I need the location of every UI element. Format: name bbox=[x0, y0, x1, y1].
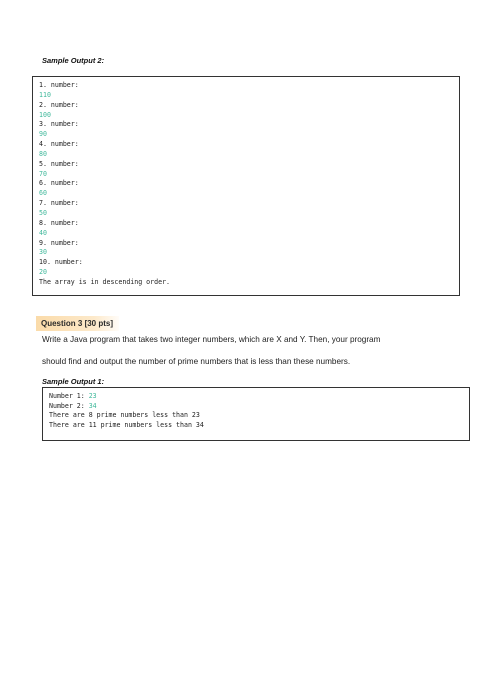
console-prompt-9: 9. number: bbox=[39, 238, 79, 247]
console-prompt-6: 6. number: bbox=[39, 179, 79, 188]
console-input-4: 80 bbox=[39, 149, 47, 158]
console-input-number-1: 23 bbox=[88, 392, 97, 400]
console-input-3: 90 bbox=[39, 130, 47, 139]
console-prompt-4: 4. number: bbox=[39, 140, 79, 149]
console-prompt-number-2: Number 2: bbox=[49, 401, 89, 410]
console-input-1: 110 bbox=[39, 90, 51, 99]
console-input-9: 30 bbox=[39, 248, 47, 257]
console-input-5: 70 bbox=[39, 169, 47, 178]
console-prompt-7: 7. number: bbox=[39, 199, 79, 208]
console-result: The array is in descending order. bbox=[39, 277, 171, 286]
console-prompt-10: 10. number: bbox=[39, 258, 83, 267]
console-input-6: 60 bbox=[39, 189, 47, 198]
console-input-2: 100 bbox=[39, 110, 51, 119]
console-prompt-number-1: Number 1: bbox=[49, 392, 89, 400]
console-result-2: There are 11 prime numbers less than 34 bbox=[49, 420, 204, 429]
sample-output-1-console bbox=[42, 387, 470, 441]
console-result-1: There are 8 prime numbers less than 23 bbox=[49, 411, 200, 419]
question-3-text-line-1: Write a Java program that takes two integer numbers, which are X and Y. Then, your program bbox=[42, 335, 381, 344]
sample-output-1-title: Sample Output 1: bbox=[42, 377, 105, 386]
console-line-number-1 bbox=[49, 392, 463, 402]
sample-output-2-console bbox=[32, 76, 460, 296]
console-prompt-5: 5. number: bbox=[39, 159, 79, 168]
console-prompt-3: 3. number: bbox=[39, 120, 79, 129]
console-prompt-2: 2. number: bbox=[39, 100, 79, 109]
console-input-8: 40 bbox=[39, 228, 47, 237]
console-prompt-1: 1. number: bbox=[39, 81, 79, 89]
console-prompt-8: 8. number: bbox=[39, 218, 79, 227]
console-input-7: 50 bbox=[39, 208, 47, 217]
console-input-number-2: 34 bbox=[88, 401, 97, 410]
console-input-10: 20 bbox=[39, 268, 47, 277]
question-3-text-line-2: should find and output the number of prime numbers that is less than these numbers. bbox=[42, 357, 351, 366]
sample-output-2-title: Sample Output 2: bbox=[42, 56, 105, 65]
console-line-number-2 bbox=[49, 402, 463, 412]
question-3-heading: Question 3 [30 pts] bbox=[36, 316, 119, 331]
